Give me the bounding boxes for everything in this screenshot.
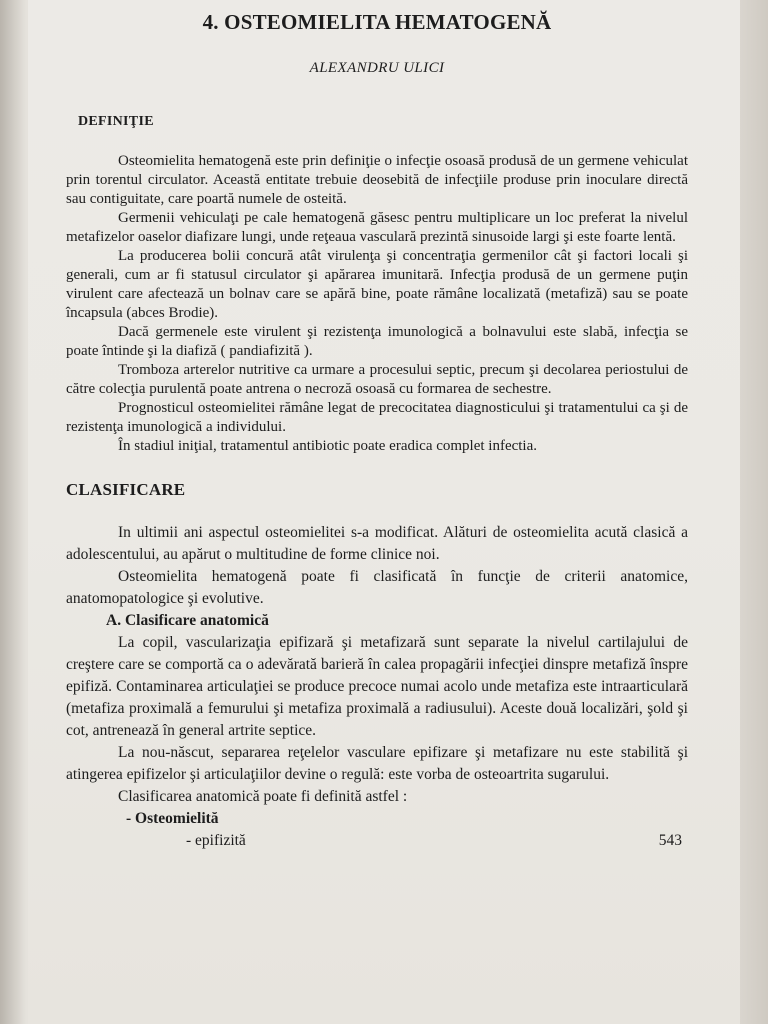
paragraph: Tromboza arterelor nutritive ca urmare a procesului septic, precum şi decolarea periostului de către colecţia purulentă poate antrena o necroză osoasă cu formarea de sechestre. [66,362,688,397]
anatomic-subheading: A. Clasificare anatomică [106,612,269,629]
paragraph: La producerea bolii concură atât virulenţa şi concentraţia germenilor cât şi factori locali şi generali, cum ar fi statusul circulator şi apărarea imunitară. Infecţia produsă de un germene puţin virulent care afectează un bolnav care se apără bine, poate rămâne localizată (metafiză) sau se poate încapsula (abces Brodie). [66,248,688,321]
list-subitem-row [186,830,688,852]
paragraph: Osteomielita hematogenă poate fi clasificată în funcţie de criterii anatomice, anatomopatologice şi evolutive. [66,568,688,607]
definition-heading: DEFINIŢIE [78,114,154,129]
definition-text [66,152,688,456]
paragraph: La nou-născut, separarea reţelelor vasculare epifizare şi metafizare nu este stabilită şi atingerea epifizelor şi articulaţiilor devine o regulă: este vorba de osteoartrita sugarului. [66,744,688,783]
paragraph: Osteomielita hematogenă este prin definiţie o infecţie osoasă produsă de un germene vehiculat prin torentul circulator. Această entitate trebuie deosebită de infecţiile produse prin inoculare directă sau contiguitate, care poartă numele de osteită. [66,153,688,207]
classification-heading: CLASIFICARE [66,480,186,499]
paragraph: Prognosticul osteomielitei rămâne legat de precocitatea diagnosticului şi tratamentului ca şi de rezistenţa imunologică a individului. [66,400,688,435]
classification-text [66,522,688,852]
paragraph: Clasificarea anatomică poate fi definită astfel : [118,788,408,805]
chapter-title: 4. OSTEOMIELITA HEMATOGENĂ [202,10,552,34]
author-name: ALEXANDRU ULICI [309,60,445,76]
paragraph: În stadiul iniţial, tratamentul antibiotic poate eradica complet infectia. [118,438,538,454]
book-page [28,0,740,1024]
paragraph: Germenii vehiculaţi pe cale hematogenă găsesc pentru multiplicare un loc preferat la nivelul metafizelor oaselor diafizare lungi, unde reţeaua vasculară prezintă sinusoide largi şi este foarte lentă. [66,210,688,245]
paragraph: In ultimii ani aspectul osteomielitei s-a modificat. Alături de osteomielita acută clasică a adolescentului, au apărut o multitudine de forme clinice noi. [66,524,688,563]
list-subitem-epifizita: - epifizită [186,832,246,849]
page-content [66,10,688,852]
paragraph: La copil, vascularizaţia epifizară şi metafizară sunt separate la nivelul cartilajului de creştere care se comportă ca o adevărată barieră în calea propagării infecţiei dinspre metafiză înspre epifiză. Contaminarea articulaţiei se produce precoce numai acolo unde metafiza este intraarticulară (metafiza proximală a femurului şi metafiza proximală a radiusului). Aceste două localizări, şold şi cot, antrenează în general artrite septice. [66,634,688,739]
page-number: 543 [658,832,682,849]
list-item-osteomielita: - Osteomielită [126,810,219,827]
paragraph: Dacă germenele este virulent şi rezistenţa imunologică a bolnavului este slabă, infecţia se poate întinde şi la diafiză ( pandiafizită ). [66,324,688,359]
